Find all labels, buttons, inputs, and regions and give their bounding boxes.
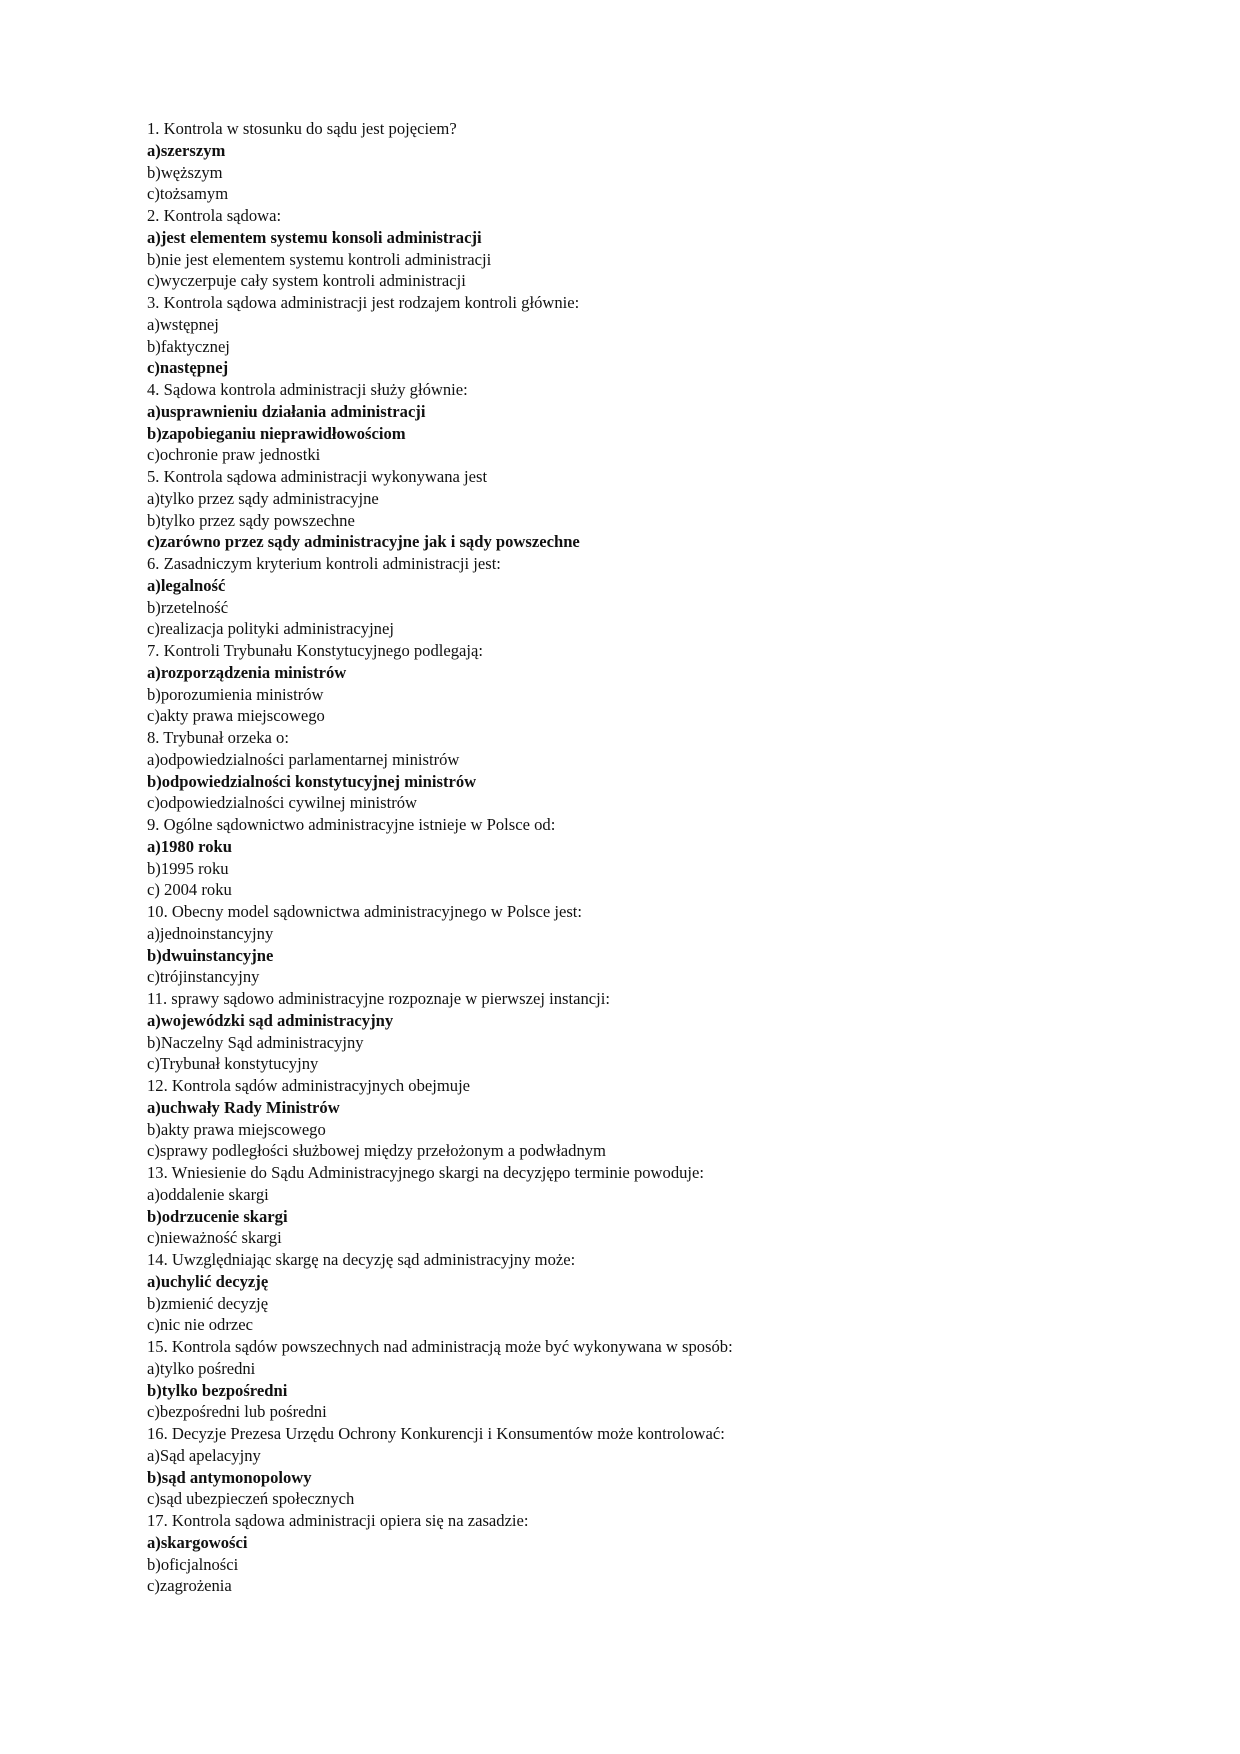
- answer-option-a: a)uchylić decyzję: [147, 1271, 269, 1291]
- answer-option-b: b)nie jest elementem systemu kontroli administracji: [147, 249, 492, 269]
- question-text: 2. Kontrola sądowa:: [147, 206, 282, 225]
- question-block: [147, 1162, 733, 1249]
- answer-option-c: c)bezpośredni lub pośredni: [147, 1402, 327, 1422]
- answer-option-a: a)tylko przez sądy administracyjne: [147, 488, 379, 508]
- answer-option-b: b)porozumienia ministrów: [147, 684, 324, 704]
- question-text: 15. Kontrola sądów powszechnych nad administracją może być wykonywana w sposób:: [147, 1337, 733, 1356]
- answer-option-a: a)tylko pośredni: [147, 1358, 256, 1378]
- question-block: [147, 901, 733, 988]
- question-block: [147, 1075, 733, 1162]
- answer-option-a: a)jednoinstancyjny: [147, 923, 274, 943]
- answer-option-a: a)jest elementem systemu konsoli administracji: [147, 227, 482, 247]
- document-page: [147, 118, 733, 1597]
- question-text: 12. Kontrola sądów administracyjnych obejmuje: [147, 1076, 471, 1095]
- question-text: 8. Trybunał orzeka o:: [147, 728, 289, 747]
- answer-option-c: c)zarówno przez sądy administracyjne jak i sądy powszechne: [147, 532, 580, 552]
- question-block: [147, 1336, 733, 1423]
- answer-option-b: b)rzetelność: [147, 597, 229, 617]
- question-text: 13. Wniesienie do Sądu Administracyjnego skargi na decyzjępo terminie powoduje:: [147, 1163, 704, 1182]
- answer-option-c: c)Trybunał konstytucyjny: [147, 1054, 319, 1074]
- answer-option-b: b)akty prawa miejscowego: [147, 1119, 326, 1139]
- question-text: 11. sprawy sądowo administracyjne rozpoznaje w pierwszej instancji:: [147, 989, 610, 1008]
- answer-option-c: c)sprawy podległości służbowej między przełożonym a podwładnym: [147, 1141, 606, 1161]
- answer-option-a: a)oddalenie skargi: [147, 1184, 269, 1204]
- question-block: [147, 988, 733, 1075]
- answer-option-a: a)uchwały Rady Ministrów: [147, 1097, 340, 1117]
- answer-option-a: a)wstępnej: [147, 314, 219, 334]
- answer-option-b: b)1995 roku: [147, 858, 229, 878]
- answer-option-c: c)akty prawa miejscowego: [147, 706, 325, 726]
- answer-option-b: b)sąd antymonopolowy: [147, 1467, 312, 1487]
- question-block: [147, 640, 733, 727]
- answer-option-b: b)zapobieganiu nieprawidłowościom: [147, 423, 406, 443]
- question-block: [147, 727, 733, 814]
- answer-option-c: c)realizacja polityki administracyjnej: [147, 619, 394, 639]
- answer-option-c: c)odpowiedzialności cywilnej ministrów: [147, 793, 418, 813]
- answer-option-b: b)dwuinstancyjne: [147, 945, 274, 965]
- question-text: 4. Sądowa kontrola administracji służy głównie:: [147, 380, 468, 399]
- answer-option-b: b)tylko bezpośredni: [147, 1380, 288, 1400]
- question-text: 6. Zasadniczym kryterium kontroli administracji jest:: [147, 554, 501, 573]
- answer-option-a: a)szerszym: [147, 140, 226, 160]
- question-text: 16. Decyzje Prezesa Urzędu Ochrony Konkurencji i Konsumentów może kontrolować:: [147, 1424, 725, 1443]
- answer-option-c: c)wyczerpuje cały system kontroli administracji: [147, 271, 466, 291]
- question-block: [147, 466, 733, 553]
- question-block: [147, 1510, 733, 1597]
- answer-option-a: a)rozporządzenia ministrów: [147, 662, 347, 682]
- answer-option-c: c)trójinstancyjny: [147, 967, 260, 987]
- question-text: 3. Kontrola sądowa administracji jest rodzajem kontroli głównie:: [147, 293, 580, 312]
- question-block: [147, 1249, 733, 1336]
- question-text: 10. Obecny model sądownictwa administracyjnego w Polsce jest:: [147, 902, 583, 921]
- question-block: [147, 553, 733, 640]
- question-block: [147, 814, 733, 901]
- question-list: [147, 118, 733, 1597]
- answer-option-c: c)zagrożenia: [147, 1576, 232, 1596]
- question-block: [147, 1423, 733, 1510]
- question-text: 5. Kontrola sądowa administracji wykonywana jest: [147, 467, 488, 486]
- answer-option-b: b)odpowiedzialności konstytucyjnej ministrów: [147, 771, 477, 791]
- answer-option-a: a)1980 roku: [147, 836, 232, 856]
- answer-option-b: b)faktycznej: [147, 336, 230, 356]
- answer-option-a: a)odpowiedzialności parlamentarnej ministrów: [147, 749, 460, 769]
- answer-option-c: c)nic nie odrzec: [147, 1315, 253, 1335]
- question-block: [147, 205, 733, 292]
- question-text: 1. Kontrola w stosunku do sądu jest pojęciem?: [147, 119, 457, 138]
- answer-option-a: a)Sąd apelacyjny: [147, 1445, 261, 1465]
- answer-option-c: c)nieważność skargi: [147, 1228, 282, 1248]
- answer-option-a: a)wojewódzki sąd administracyjny: [147, 1010, 394, 1030]
- answer-option-b: b)odrzucenie skargi: [147, 1206, 288, 1226]
- question-block: [147, 292, 733, 379]
- answer-option-a: a)skargowości: [147, 1532, 248, 1552]
- answer-option-c: c)sąd ubezpieczeń społecznych: [147, 1489, 355, 1509]
- answer-option-c: c)tożsamym: [147, 184, 229, 204]
- question-text: 7. Kontroli Trybunału Konstytucyjnego podlegają:: [147, 641, 483, 660]
- answer-option-b: b)oficjalności: [147, 1554, 239, 1574]
- question-text: 14. Uwzględniając skargę na decyzję sąd administracyjny może:: [147, 1250, 576, 1269]
- answer-option-c: c) 2004 roku: [147, 880, 232, 900]
- question-text: 17. Kontrola sądowa administracji opiera się na zasadzie:: [147, 1511, 529, 1530]
- question-text: 9. Ogólne sądownictwo administracyjne istnieje w Polsce od:: [147, 815, 556, 834]
- answer-option-b: b)Naczelny Sąd administracyjny: [147, 1032, 364, 1052]
- answer-option-c: c)ochronie praw jednostki: [147, 445, 321, 465]
- answer-option-b: b)zmienić decyzję: [147, 1293, 269, 1313]
- answer-option-c: c)następnej: [147, 358, 229, 378]
- question-block: [147, 379, 733, 466]
- answer-option-a: a)legalność: [147, 575, 226, 595]
- answer-option-b: b)węższym: [147, 162, 223, 182]
- answer-option-b: b)tylko przez sądy powszechne: [147, 510, 355, 530]
- question-block: [147, 118, 733, 205]
- answer-option-a: a)usprawnieniu działania administracji: [147, 401, 426, 421]
